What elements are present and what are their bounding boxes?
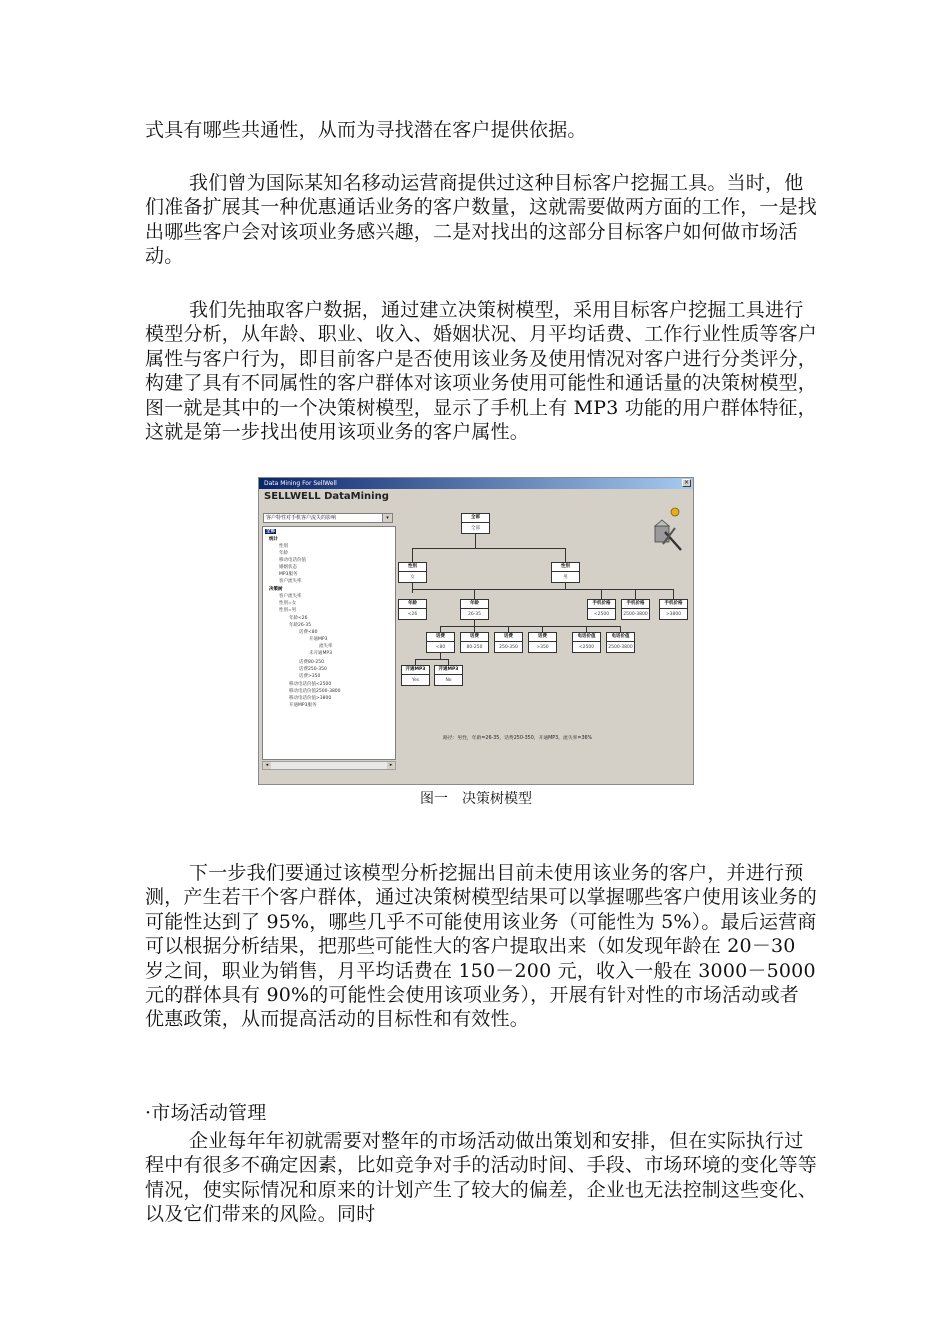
tree-item[interactable]: 移动电话价值 (279, 558, 306, 563)
node-value: 男 (563, 575, 568, 580)
tree-node-fee-3[interactable] (494, 632, 523, 653)
node-value: 26-35 (467, 612, 482, 617)
node-value: 250-350 (499, 645, 518, 650)
paragraph-5: 企业每年年初就需要对整年的市场活动做出策划和安排，但在实际执行过程中有很多不确定因素，比如竞争对手的活动时间、手段、市场环境的变化等等情况，使实际情况和原来的计划产生了较大的偏差，企业也无法控制这些变化、以及它们带来的风险。同时 (145, 1130, 818, 1226)
tree-node-fee-2[interactable] (460, 632, 489, 653)
tree-node-phone-value-1[interactable] (572, 632, 601, 653)
node-header: 性别 (399, 563, 426, 572)
tree-item[interactable]: 移动电话价值<2500 (289, 682, 332, 687)
node-value: Yes (411, 678, 420, 683)
decision-tree-figure (258, 477, 694, 785)
tree-item[interactable]: 客户流失率 (279, 594, 302, 599)
tree-item[interactable]: MP3服务 (279, 572, 298, 577)
tree-item[interactable]: 统计 (269, 537, 278, 542)
node-header: 话费 (461, 633, 488, 642)
paragraph-2: 我们曾为国际某知名移动运营商提供过这种目标客户挖掘工具。当时，他们准备扩展其一种优惠通话业务的客户数量，这就需要做两方面的工作，一是找出哪些客户会对该项业务感兴趣，二是对找出的这部分目标客户如何做市场活动。 (145, 172, 818, 268)
window-title: Data Mining For SellWell (264, 480, 337, 487)
node-header: 话费 (529, 633, 556, 642)
node-value: <2500 (578, 645, 595, 650)
scroll-left-icon[interactable]: ◂ (263, 762, 271, 769)
node-header: 手机价格 (588, 600, 615, 609)
tree-node-mp3-yes[interactable] (401, 665, 430, 686)
node-header: 开通MP3 (402, 666, 429, 675)
tree-node-age-1[interactable] (398, 599, 427, 620)
app-title: SELLWELL DataMining (264, 491, 389, 502)
tree-item-root[interactable]: 全部 (266, 529, 275, 534)
tree-node-root[interactable] (461, 513, 490, 534)
node-header: 电话价值 (573, 633, 600, 642)
decision-tree-canvas (398, 494, 691, 782)
tree-item[interactable]: 未开通MP3 (309, 651, 332, 656)
node-header: 性别 (552, 563, 579, 572)
node-value: 80-250 (466, 645, 483, 650)
tree-node-sex-male[interactable] (551, 562, 580, 583)
path-note: 路径：男性，年龄=26-35，话费250-350，开通MP3，流失率=36% (443, 736, 593, 741)
node-header: 话费 (495, 633, 522, 642)
section-heading: ·市场活动管理 (145, 1102, 267, 1124)
node-header: 话费 (427, 633, 454, 642)
close-icon[interactable]: × (683, 479, 690, 486)
node-value: <26 (407, 612, 418, 617)
tree-node-phone-value-2[interactable] (606, 632, 635, 653)
tree-item[interactable]: 移动电话价值>3800 (289, 696, 332, 701)
tree-node-mp3-no[interactable] (434, 665, 463, 686)
tree-item[interactable]: 流失率 (319, 644, 333, 649)
node-value: No (445, 678, 452, 683)
node-value: 2500-3800 (623, 612, 648, 617)
node-value: <80 (435, 645, 446, 650)
node-header: 电话价值 (607, 633, 634, 642)
tree-item[interactable]: 话费80-250 (299, 660, 324, 665)
tree-node-age-2[interactable] (460, 599, 489, 620)
tree-node-phone-price-1[interactable] (587, 599, 616, 620)
tree-item[interactable]: 年龄26-35 (289, 623, 312, 628)
tree-node-phone-price-3[interactable] (659, 599, 688, 620)
scroll-right-icon[interactable]: ▸ (387, 762, 395, 769)
tree-item[interactable]: 话费>350 (299, 674, 321, 679)
tree-item[interactable]: 年龄 (279, 551, 288, 556)
tree-item[interactable]: 开通MP3 (309, 637, 328, 642)
tree-node-phone-price-2[interactable] (621, 599, 650, 620)
paragraph-1: 式具有哪些共通性，从而为寻找潜在客户提供依据。 (145, 119, 587, 141)
node-value: 女 (410, 575, 415, 580)
tree-item[interactable]: 性别=男 (279, 608, 297, 613)
tree-item[interactable]: 性别 (279, 544, 288, 549)
tree-item[interactable]: 话费<80 (299, 630, 318, 635)
horizontal-scrollbar[interactable] (262, 761, 396, 770)
tree-item[interactable]: 客户流失率 (279, 579, 302, 584)
chevron-down-icon[interactable]: ▾ (382, 514, 392, 522)
node-header: 手机价格 (622, 600, 649, 609)
node-value: <2500 (593, 612, 610, 617)
tree-item[interactable]: 年龄<26 (289, 616, 308, 621)
paragraph-4: 下一步我们要通过该模型分析挖掘出目前未使用该业务的客户，并进行预测，产生若干个客户群体，通过决策树模型结果可以掌握哪些客户使用该业务的可能性达到了 95%，哪些几乎不可能使用该业务（可能性为 5%）。最后运营商可以根据分析结果，把那些可能性大的客户提取出来（如发现年龄在 20－30 岁之间，职业为销售，月平均话费在 150－200 元，收入一般在 3000－5000 元的群体具有 90%的可能性会使用该项业务），开展有针对性的市场活动或者优惠政策，从而提高活动的目标性和有效性。 (145, 862, 818, 1031)
node-header: 全部 (462, 514, 489, 523)
tree-node-fee-4[interactable] (528, 632, 557, 653)
paragraph-3: 我们先抽取客户数据，通过建立决策树模型，采用目标客户挖掘工具进行模型分析，从年龄、职业、收入、婚姻状况、月平均话费、工作行业性质等客户属性与客户行为，即目前客户是否使用该业务及使用情况对客户进行分类评分，构建了具有不同属性的客户群体对该项业务使用可能性和通话量的决策树模型，图一就是其中的一个决策树模型，显示了手机上有 MP3 功能的用户群体特征，这就是第一步找出使用该项业务的客户属性。 (145, 299, 818, 444)
tree-item[interactable]: 性别=女 (279, 601, 297, 606)
tree-node-fee-1[interactable] (426, 632, 455, 653)
mining-tool-icon (649, 506, 685, 554)
node-header: 手机价格 (660, 600, 687, 609)
node-header: 开通MP3 (435, 666, 462, 675)
model-select[interactable] (263, 513, 393, 523)
tree-item[interactable]: 开通MP3服务 (289, 703, 317, 708)
tree-item[interactable]: 移动电话价值2500-3800 (289, 689, 341, 694)
figure-caption: 图一 决策树模型 (420, 791, 532, 807)
tree-view[interactable] (262, 526, 396, 760)
node-header: 年龄 (461, 600, 488, 609)
node-value: >350 (536, 645, 549, 650)
model-select-value: 客户特性对手机客户流失的影响 (266, 515, 337, 521)
tree-item[interactable]: 决策树 (269, 587, 283, 592)
tree-item[interactable]: 婚姻状态 (279, 565, 297, 570)
tree-node-sex-female[interactable] (398, 562, 427, 583)
tree-item[interactable]: 话费250-350 (299, 667, 327, 672)
window-titlebar (259, 478, 693, 489)
node-header: 年龄 (399, 600, 426, 609)
node-value: 全部 (471, 526, 480, 531)
node-value: >3800 (665, 612, 682, 617)
node-value: 2500-3800 (608, 645, 633, 650)
